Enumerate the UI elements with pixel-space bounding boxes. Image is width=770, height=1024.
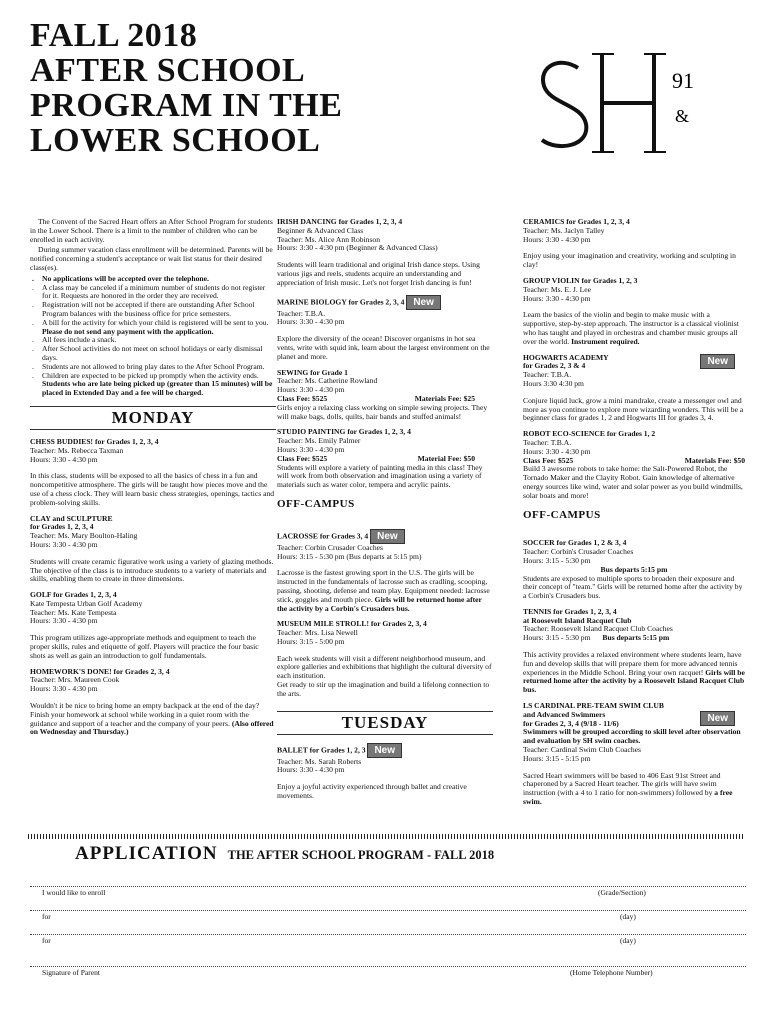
activity-teacher: Teacher: Mrs. Maureen Cook [30, 675, 120, 685]
for-label: for [42, 912, 51, 921]
activity-lacrosse [277, 529, 493, 614]
activity-bus: Bus departs 5:15 pm [602, 633, 670, 643]
activity-desc: In this class, students will be exposed to all the basics of chess in a fun and noncompetitive atmosphere. The girls will be taught how pieces move and the use of a chess clock. They will learn basic chess strategies, openings, tactics and problem-solving skills. [30, 471, 275, 507]
activity-sewing [277, 369, 493, 422]
activity-robot [523, 430, 745, 500]
list-item [30, 319, 276, 337]
day-heading-tuesday: TUESDAY [277, 711, 493, 735]
activity-desc: This program utilizes age-appropriate methods and equipment to teach the proper skills, rules and etiquette of golf. Players will practice the four basic shots as well as gain an introduction to golf fundamentals. [30, 633, 259, 660]
activity-homework [30, 668, 276, 738]
activity-hours: Hours: 3:30 - 4:30 pm [277, 444, 345, 454]
activity-field-1[interactable] [30, 910, 746, 911]
grade-label: (Grade/Section) [598, 888, 646, 897]
text: This activity provides a relaxed environment where students learn, have fun and develop skills that will prepare them for more advanced tennis experiences in the Middle School. Bring your own racquet! [523, 650, 742, 677]
activity-desc: Students are exposed to multiple sports to broaden their exposure and their concept of "team." Girls will be returned home after the activity by a Corbin's Crusaders bus. [523, 573, 743, 601]
activity-hours: Hours: 3:30 - 4:30 pm [30, 684, 98, 694]
signature-label: Signature of Parent [42, 968, 100, 977]
activity-title [277, 295, 493, 310]
activity-desc [523, 651, 745, 695]
title-line: AFTER SCHOOL [30, 52, 306, 89]
activity-teacher: Teacher: Ms. E. J. Lee [523, 284, 591, 294]
activity-org: Kate Tempesta Urban Golf Academy [30, 598, 143, 608]
list-item: . All fees include a snack. [30, 336, 276, 345]
activity-swim [523, 702, 745, 807]
activity-field-2[interactable] [30, 934, 746, 935]
day-label: (day) [620, 936, 636, 945]
activity-ballet [277, 743, 493, 801]
phone-label: (Home Telephone Number) [570, 968, 653, 977]
activity-desc: Get ready to stir up the imagination and build a lifelong connection to the arts. [277, 680, 490, 698]
activity-hours: Hours: 3:30 - 4:30 pm [277, 317, 345, 327]
activity-hours: Hours: 3:30 - 4:30 pm [523, 446, 591, 456]
enroll-field[interactable] [30, 886, 746, 887]
activity-level: Beginner & Advanced Class [277, 225, 364, 235]
activity-teacher: Teacher: Corbin's Crusader Coaches [523, 547, 634, 557]
list-item: . No applications will be accepted over the telephone. [30, 275, 276, 284]
activity-hours: Hours: 3:30 - 4:30 pm [523, 293, 591, 303]
enroll-label: I would like to enroll [42, 888, 106, 897]
activity-teacher: Teacher: T.B.A. [523, 370, 572, 380]
activity-teacher: Teacher: Ms. Mary Boulton-Haling [30, 531, 138, 541]
activity-hours: Hours: 3:30 - 4:30 pm [30, 539, 98, 549]
text: Learn the basics of the violin and begin to make music with a supportive, step-by-step approach. The instructor is a classical violinist who has taught and played in orchestras and chamber music groups all over the world. [523, 310, 739, 346]
text: BALLET for Grades 1, 2, 3 [277, 744, 366, 754]
activity-org: at Roosevelt Island Racquet Club [523, 615, 632, 625]
activity-desc: Build 3 awesome robots to take home: the Salt-Powered Robot, the Tornado Maker and the Clayity Robot. Gain knowledge of alternative energy sources like wind, water and solar power as you build windmills, solar boats and more! [523, 464, 743, 500]
activity-hours: Hours: 3:15 - 5:00 pm [277, 636, 345, 646]
intro-paragraph: The Convent of the Sacred Heart offers an After School Program for students in the Lower School. There is a limit to the number of children who can be enrolled in each activity. [30, 217, 273, 244]
activity-desc [523, 311, 745, 346]
activity-teacher: Teacher: Ms. Kate Tempesta [30, 607, 117, 617]
text: Hours: 3:15 - 5:30 pm [523, 633, 591, 643]
svg-text:&: & [675, 106, 690, 126]
for-label: for [42, 936, 51, 945]
activity-hours: Hours: 3:15 - 5:30 pm [523, 555, 591, 565]
activity-hours: Hours 3:30 4:30 pm [523, 378, 584, 388]
activity-title: ROBOT ECO-SCIENCE for Grades 1, 2 [523, 429, 656, 439]
new-badge: New [370, 529, 405, 544]
activity-teacher: Teacher: T.B.A. [277, 308, 326, 318]
activity-teacher: Teacher: Ms. Alice Ann Robinson [277, 234, 381, 244]
materials-fee: Materials Fee: $50 [684, 455, 745, 465]
activity-grades: for Grades 1, 2, 3, 4 [30, 522, 94, 532]
activity-hours: Hours: 3:30 - 4:30 pm [277, 765, 345, 775]
list-item: . Registration will not be accepted if there are outstanding After School Program balances with the business office for price semesters. [30, 301, 276, 319]
activity-desc: Students will create ceramic figurative work using a variety of glazing methods. The objective of the class is to introduce students to a variety of materials and skills, enabling them to create in three dimensions. [30, 556, 274, 584]
application-subtitle: THE AFTER SCHOOL PROGRAM - FALL 2018 [227, 848, 495, 862]
activity-marine [277, 295, 493, 362]
text: Students who are late being picked up (greater than 15 minutes) will be placed in Extended Day and a fee will be charged. [42, 379, 273, 398]
day-heading-monday: MONDAY [30, 406, 276, 430]
activity-hours: Hours: 3:15 - 5:15 pm [523, 753, 591, 763]
activity-bus: Bus departs 5:15 pm [600, 564, 668, 574]
new-badge: New [367, 743, 402, 758]
activity-teacher: Teacher: Ms. Sarah Roberts [277, 756, 362, 766]
column-left [30, 218, 276, 744]
title-line: LOWER SCHOOL [30, 122, 321, 159]
school-logo [530, 48, 730, 158]
activity-teacher: Teacher: T.B.A. [523, 437, 572, 447]
activity-title: CLAY and SCULPTURE [30, 513, 113, 523]
signature-field[interactable] [30, 966, 746, 967]
activity-desc: Each week students will visit a different neighborhood museum, and explore galleries and exhibitions that highlight the cultural diversity of each institution. [277, 653, 492, 681]
page-title [30, 18, 342, 158]
text: and Advanced Swimmers [523, 709, 606, 719]
text: Please do not send any payment with the application. [42, 326, 214, 336]
activity-desc: Students will explore a variety of painting media in this class! They will work from both observation and imagination using a variety of materials such as water color, tempera and acrylic paints. [277, 462, 483, 490]
svg-text:91: 91 [672, 68, 694, 93]
class-fee: Class Fee: $525 [277, 393, 328, 403]
activity-hours: Hours: 3:30 - 4:30 pm [30, 454, 98, 464]
activity-title: HOMEWORK'S DONE! for Grades 2, 3, 4 [30, 666, 170, 676]
activity-hogwarts [523, 354, 745, 424]
activity-desc: Enjoy a joyful activity experienced through ballet and creative movements. [277, 782, 467, 801]
activity-title: IRISH DANCING for Grades 1, 2, 3, 4 [277, 217, 403, 226]
application-title: APPLICATION [75, 843, 218, 864]
materials-fee: Materials Fee: $25 [414, 393, 475, 403]
activity-teacher: Teacher: Ms. Jaclyn Talley [523, 225, 605, 235]
column-right [523, 218, 745, 814]
activity-teacher: Teacher: Mrs. Lisa Newell [277, 628, 358, 638]
class-fee: Class Fee: $525 [277, 453, 328, 463]
column-middle [277, 218, 493, 808]
text: Girls will be returned home after the activity by a Roosevelt Island Racquet Club bus. [523, 667, 745, 695]
activity-hours [523, 634, 745, 643]
activity-grades: for Grades 2, 3, 4 (9/18 - 11/6) [523, 718, 619, 728]
text: A bill for the activity for which your child is registered will be sent to you. [42, 317, 269, 327]
text: MARINE BIOLOGY for Grades 2, 3, 4 [277, 296, 405, 306]
class-fee: Class Fee: $525 [523, 455, 574, 465]
activity-desc: Enjoy using your imagination and creativity, working and sculpting in clay! [523, 251, 736, 270]
activity-ceramics [523, 218, 745, 270]
activity-golf [30, 591, 276, 661]
activity-title [277, 743, 493, 758]
activity-desc [30, 702, 276, 737]
activity-irish [277, 218, 493, 288]
activity-clay [30, 515, 276, 585]
text: (Also offered on Wednesday and Thursday.) [30, 718, 274, 737]
activity-violin [523, 277, 745, 347]
intro-paragraph: During summer vacation class enrollment will be determined. Parents will be notified concerning a student's acceptance or wait list status for their desired class(es). [30, 245, 273, 272]
activity-grades: for Grades 2, 3 & 4 [523, 361, 586, 371]
activity-hours: Hours: 3:15 - 5:30 pm (Bus departs at 5:15 pm) [277, 551, 422, 561]
activity-teacher: Teacher: Cardinal Swim Club Coaches [523, 745, 641, 755]
text: Sacred Heart swimmers will be based to 406 East 91st Street and chaperoned by a Sacred Heart teacher. The girls will have swim instruction (with a 4 to 1 ratio for non-swimmers) followed by [523, 770, 721, 798]
list-item: . A class may be canceled if a minimum number of students do not register for it. Requests are honored in the order they are received. [30, 284, 276, 302]
activity-desc: Girls enjoy a relaxing class working on simple sewing projects. They will make bags, dolls, quilts, hair bands and stuffed animals! [277, 402, 488, 421]
activity-museum [277, 620, 493, 698]
activity-desc: Students will learn traditional and original Irish dance steps. Using various jigs and reels, students acquire an understanding and appreciation of Irish music. Let's not forget Irish dancing is fun! [277, 260, 480, 287]
activity-teacher: Teacher: Roosevelt Island Racquet Club Coaches [523, 624, 673, 634]
activity-title: LS CARDINAL PRE-TEAM SWIM CLUB [523, 701, 664, 711]
activity-hours: Hours: 3:30 - 4:30 pm [277, 385, 345, 395]
activity-title: STUDIO PAINTING for Grades 1, 2, 3, 4 [277, 427, 411, 437]
list-item: . Students are not allowed to bring play dates to the After School Program. [30, 363, 276, 372]
activity-hours: Hours: 3:30 - 4:30 pm [30, 616, 98, 626]
new-badge: New [700, 354, 735, 369]
application-heading [75, 843, 494, 865]
activity-teacher: Teacher: Ms. Catherine Rowland [277, 376, 378, 386]
activity-studio [277, 428, 493, 490]
text: Lacrosse is the fastest growing sport in the U.S. The girls will be instructed in the fundamentals of lacrosse such as cradling, scooping, passing, shooting, defense and team play. Equipment needed: lacrosse stick, goggles and mouth piece. [277, 568, 490, 604]
text: LACROSSE for Grades 3, 4 [277, 530, 369, 540]
activity-hours: Hours: 3:30 - 4:30 pm (Beginner & Advanced Class) [277, 243, 438, 253]
activity-soccer [523, 539, 745, 601]
offcampus-heading: OFF-CAMPUS [277, 497, 355, 510]
list-item: . After School activities do not meet on school holidays or early dismissal days. [30, 345, 276, 363]
activity-desc [523, 772, 745, 807]
title-line: PROGRAM IN THE [30, 87, 343, 124]
activity-note: Swimmers will be grouped according to skill level after observation and evaluation by SH swim coaches. [523, 727, 741, 746]
rules-list [30, 275, 276, 398]
materials-fee: Material Fee: $50 [417, 453, 475, 463]
divider [28, 834, 744, 839]
activity-title: GROUP VIOLIN for Grades 1, 2, 3 [523, 275, 638, 285]
new-badge: New [700, 711, 735, 726]
text: Wouldn't it be nice to bring home an empty backpack at the end of the day? Finish your homework at school while working in a quiet room with the guidance and support of a teacher and the company of your peers. [30, 701, 260, 728]
title-line: FALL 2018 [30, 17, 198, 54]
text: Instrument required. [571, 336, 640, 346]
text: Girls will be returned home after the activity by a Corbin's Crusaders bus. [277, 594, 482, 613]
activity-title [277, 529, 493, 544]
text: HOGWARTS ACADEMY [523, 352, 609, 362]
activity-desc: Conjure liquid luck, grow a mini mandrake, create a messenger owl and more as you continue to explore more wizarding wonders. This will be a beginner class for grades 1, 2 and Hogwarts III for grades 3, 4. [523, 395, 744, 423]
activity-tennis [523, 608, 745, 695]
activity-title: GOLF for Grades 1, 2, 3, 4 [30, 590, 117, 600]
offcampus-heading: OFF-CAMPUS [523, 508, 601, 521]
activity-title: TENNIS for Grades 1, 2, 3, 4 [523, 606, 617, 616]
text: Children are expected to be picked up promptly when the activity ends. [42, 370, 259, 380]
activity-title: MUSEUM MILE STROLL! for Grades 2, 3, 4 [277, 619, 427, 629]
activity-title: CHESS BUDDIES! for Grades 1, 2, 3, 4 [30, 436, 159, 446]
day-label: (day) [620, 912, 636, 921]
activity-desc: Explore the diversity of the ocean! Discover organisms in hot sea vents, write with squid ink, learn about the largest environment on the planet and more. [277, 334, 490, 361]
activity-teacher: Teacher: Ms. Rebecca Taxman [30, 445, 124, 455]
activity-desc [277, 569, 493, 613]
activity-teacher: Teacher: Ms. Emily Palmer [277, 436, 361, 446]
text: a free swim. [523, 788, 733, 807]
activity-title: CERAMICS for Grades 1, 2, 3, 4 [523, 217, 630, 226]
activity-title: SEWING for Grade 1 [277, 367, 348, 377]
new-badge: New [406, 295, 441, 310]
activity-hours: Hours: 3:30 - 4:30 pm [523, 234, 591, 244]
activity-teacher: Teacher: Corbin Crusader Coaches [277, 542, 383, 552]
list-item [30, 372, 276, 398]
activity-chess [30, 438, 276, 508]
activity-title: SOCCER for Grades 1, 2 & 3, 4 [523, 538, 627, 548]
